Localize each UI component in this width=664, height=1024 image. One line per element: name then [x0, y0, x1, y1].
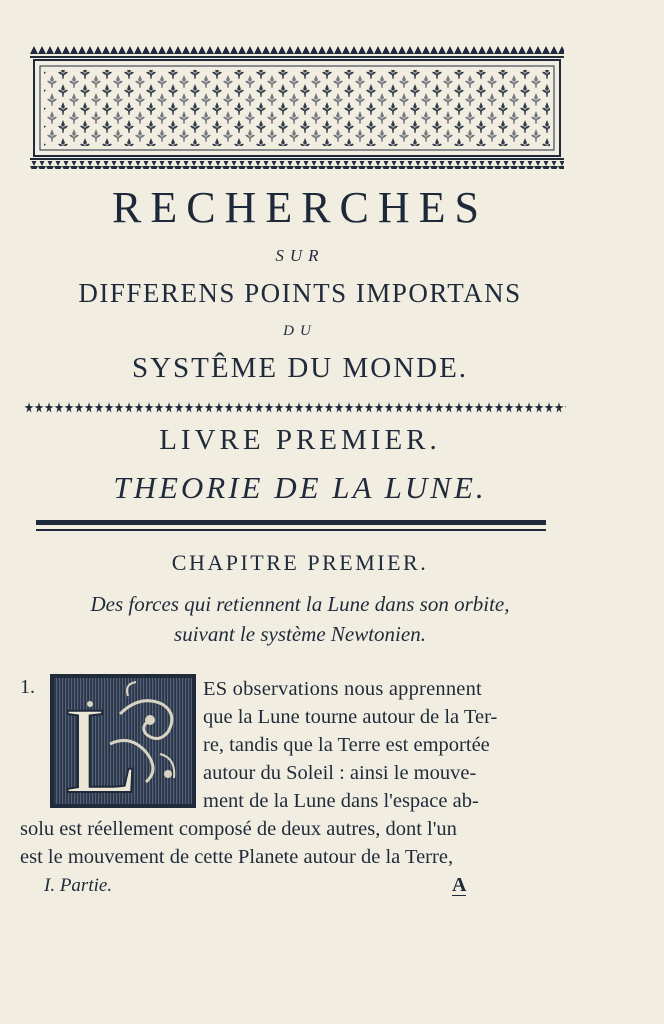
paragraph-line-6: solu est réellement composé de deux autres, dont l'un	[20, 818, 457, 840]
paragraph-line-7: est le mouvement de cette Planete autour de la Terre,	[20, 846, 454, 868]
chapter-subtitle-line-2: suivant le système Newtonien.	[174, 622, 426, 646]
divider-rule-thin	[36, 529, 546, 531]
chapter-subtitle-line-1: Des forces qui retiennent la Lune dans son orbite,	[90, 592, 510, 616]
fleur-de-lis-ornament-icon	[30, 46, 564, 170]
part-label: I. Partie.	[44, 875, 113, 896]
paragraph-line-2: que la Lune tourne autour de la Ter-	[203, 706, 498, 728]
paragraph-line-5: ment de la Lune dans l'espace ab-	[203, 790, 479, 812]
title-connector-sur: SUR	[275, 246, 325, 265]
star-ornament-row-icon	[24, 400, 566, 416]
title-line-2: DIFFERENS POINTS IMPORTANS	[78, 278, 522, 308]
title-line-4: SYSTÊME DU MONDE.	[131, 352, 469, 384]
paragraph-number: 1.	[20, 676, 35, 698]
book-subtitle: THEORIE DE LA LUNE.	[113, 470, 487, 505]
paragraph-line-3: re, tandis que la Terre est emportée	[203, 734, 490, 756]
divider-rule-thick	[36, 520, 546, 525]
page-title: RECHERCHES	[111, 183, 489, 232]
signature-mark: A	[452, 874, 467, 896]
chapter-title: CHAPITRE PREMIER.	[171, 550, 429, 575]
dropcap-letter: L	[64, 682, 140, 808]
book-label: LIVRE PREMIER.	[159, 424, 441, 456]
paragraph-line-1: ES observations nous apprennent	[203, 678, 482, 700]
floral-woodcut-initial-icon	[50, 674, 196, 808]
title-connector-du: DU	[283, 323, 317, 339]
paragraph-line-4: autour du Soleil : ainsi le mouve-	[203, 762, 477, 784]
